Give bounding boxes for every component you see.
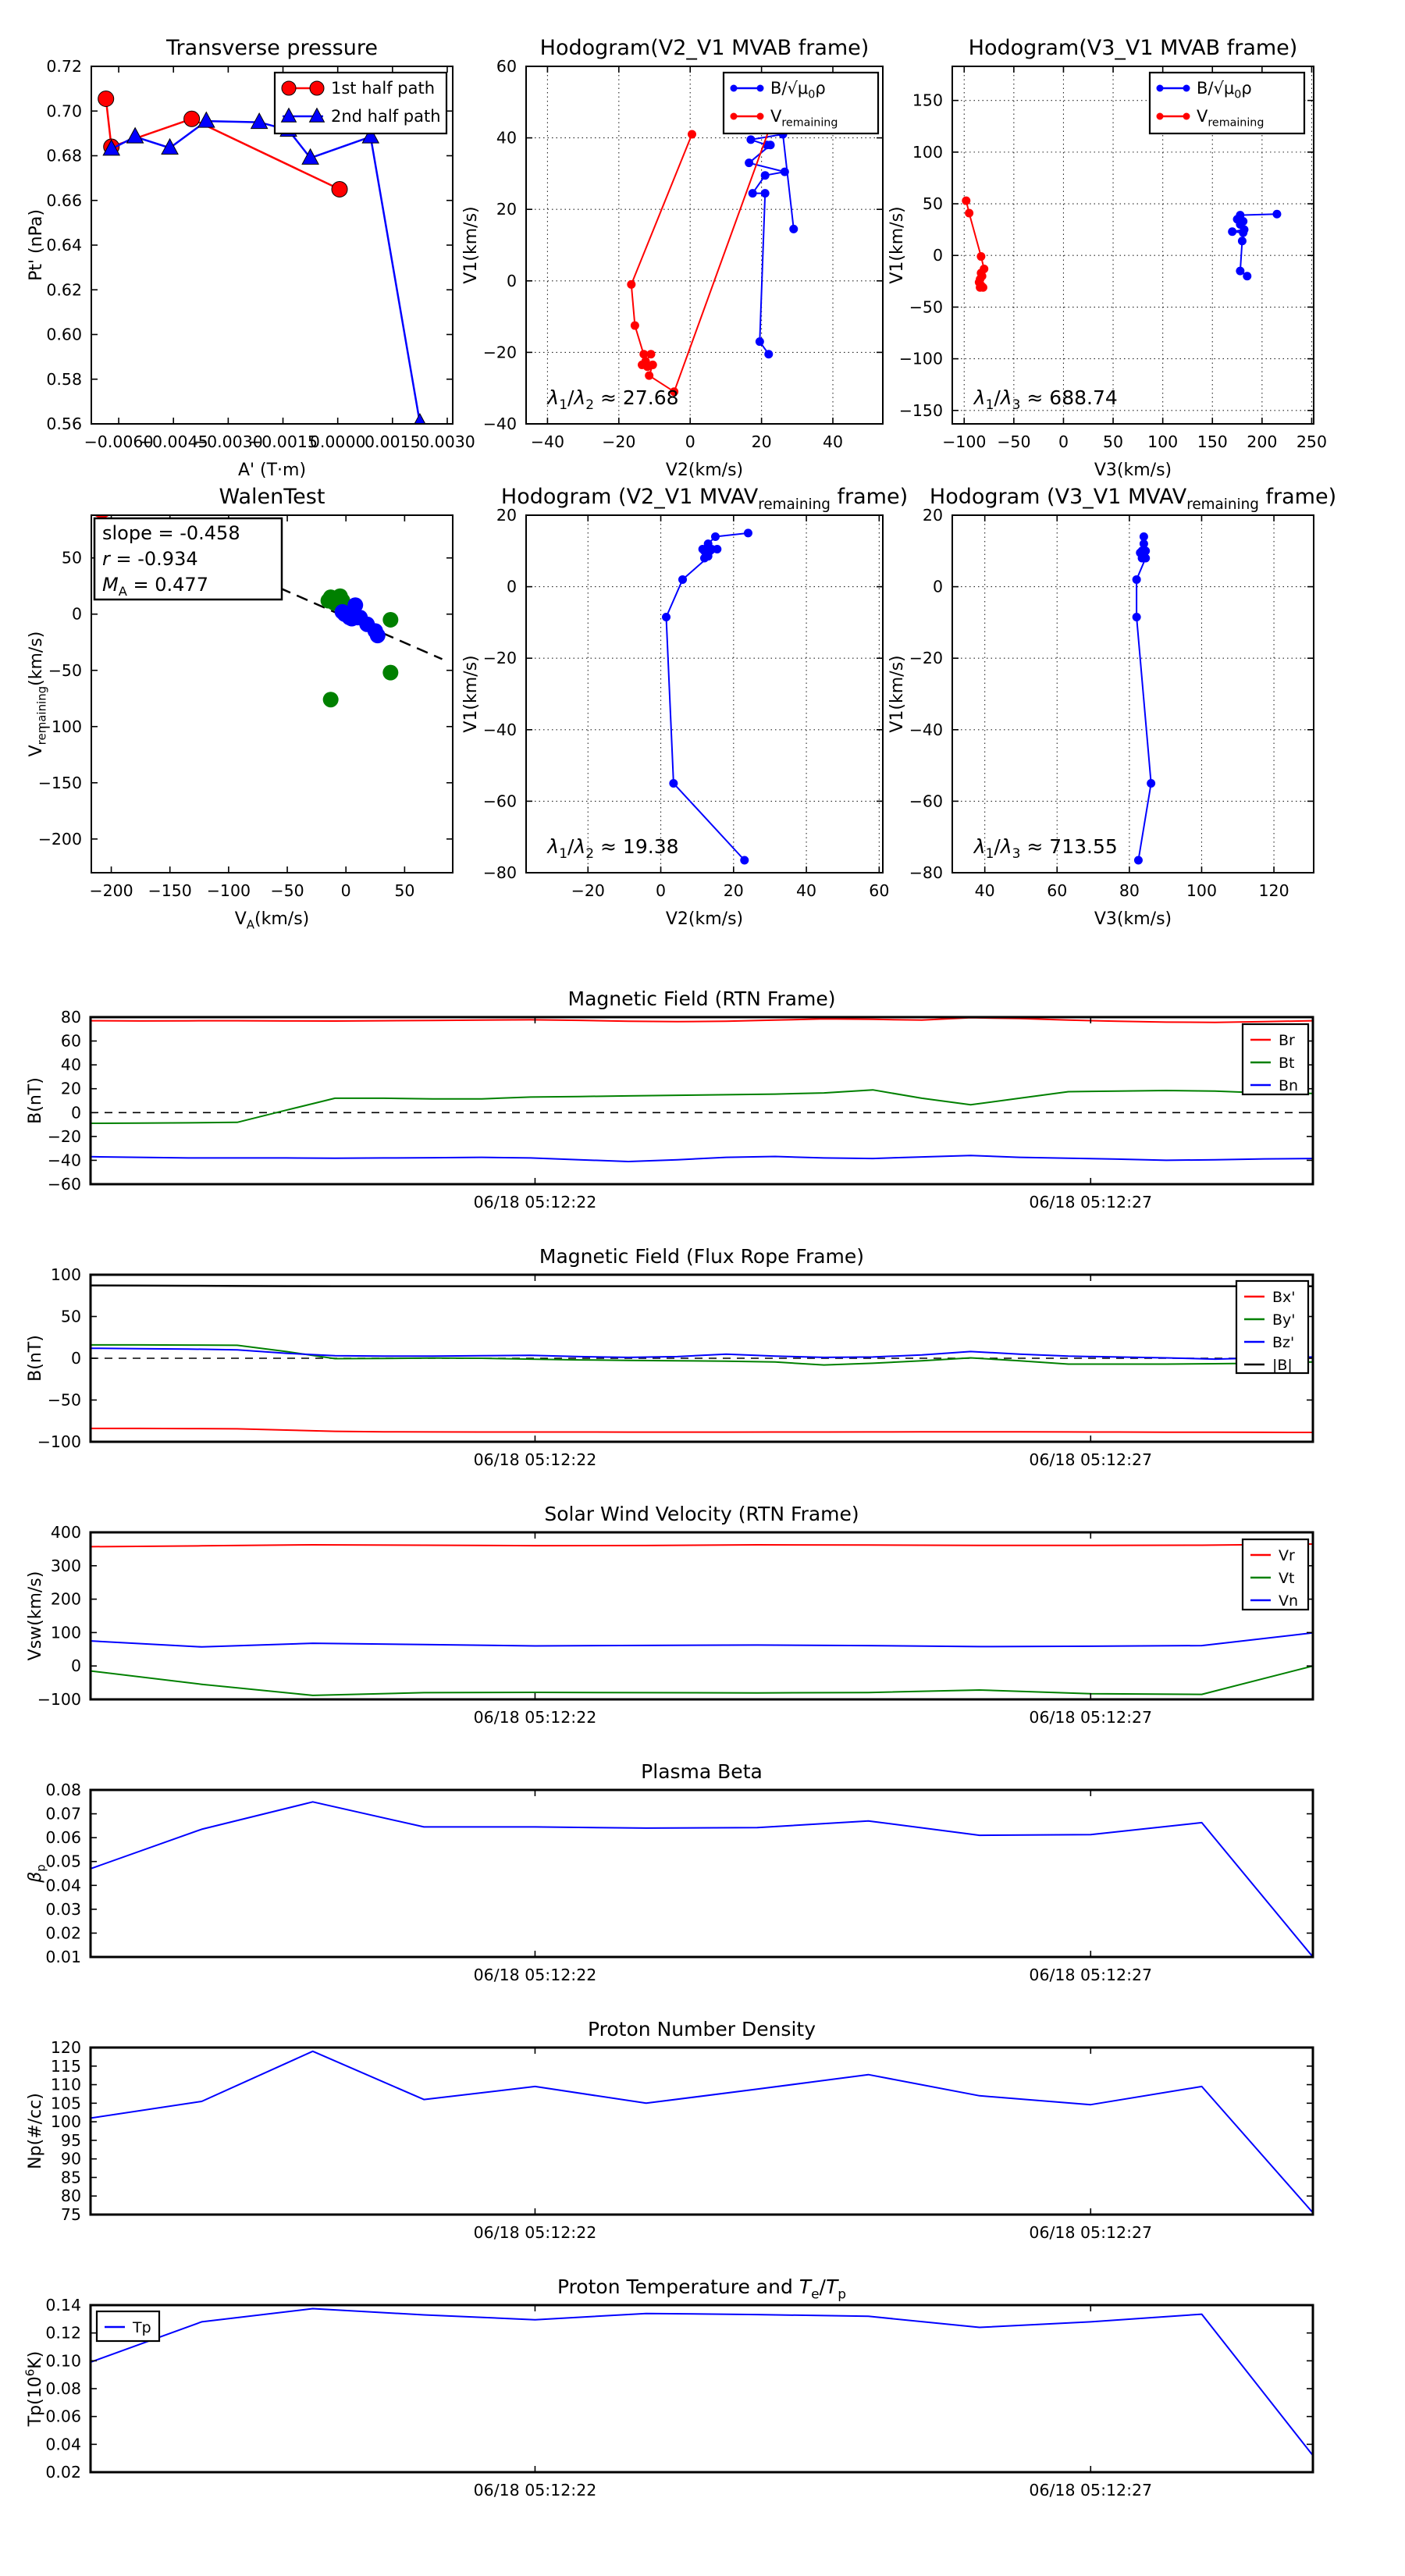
grid — [526, 515, 883, 873]
y-tick-label: 80 — [60, 2186, 81, 2206]
chart-title: Hodogram(V3_V1 MVAB frame) — [968, 36, 1298, 60]
legend-label: 1st half path — [331, 79, 436, 98]
x-tick-label: −0.0045 — [138, 432, 208, 451]
y-tick-label: −40 — [909, 720, 943, 739]
x-tick-label: −0.0030 — [193, 432, 263, 451]
axis-ticks — [526, 515, 883, 873]
legend-label: $B/√\mu_0\rho$ — [1197, 79, 1252, 101]
legend-label: 2nd half path — [331, 107, 441, 126]
x-tick-label: −0.0015 — [248, 432, 318, 451]
series-group — [1133, 532, 1156, 864]
x-tick-label: 100 — [1147, 432, 1179, 451]
chart-hodogram-v2v1-mvav — [461, 485, 908, 929]
x-tick-label: −50 — [270, 881, 304, 900]
chart-magnetic-field-rtn — [26, 987, 1313, 1212]
axes-frame — [91, 2305, 1313, 2472]
series-group — [91, 1286, 1313, 1432]
legend-hodogram-v2v1-mvab — [724, 73, 878, 133]
chart-proton-number-density — [26, 2018, 1313, 2242]
series-group — [91, 2309, 1313, 2456]
y-tick-label: −20 — [482, 649, 517, 668]
x-tick-label: −100 — [942, 432, 987, 451]
stats-line: r = -0.934 — [102, 548, 198, 570]
y-axis-label: Vsw(km/s) — [26, 1571, 45, 1661]
chart-title: Plasma Beta — [641, 1760, 763, 1783]
x-axis-label: A' (T·m) — [237, 461, 307, 480]
y-tick-label: 100 — [50, 1623, 81, 1642]
y-tick-label: 0 — [506, 271, 517, 290]
x-tick-label: −0.0060 — [84, 432, 154, 451]
y-tick-label: −20 — [909, 649, 943, 668]
x-axis-label: V3(km/s) — [1094, 909, 1172, 929]
axes-frame — [952, 515, 1314, 873]
y-tick-label: 50 — [922, 194, 943, 214]
series-markers-v-remaining — [962, 197, 988, 292]
axis-ticks — [952, 515, 1314, 873]
series-line-Bt — [91, 1090, 1313, 1123]
legend-label: Bn — [1279, 1077, 1299, 1094]
x-tick-label: 20 — [723, 881, 744, 900]
series-line-Vt — [91, 1666, 1313, 1695]
y-tick-label: 0.12 — [45, 2323, 81, 2343]
y-tick-label: 400 — [50, 1523, 81, 1542]
y-tick-label: 0 — [70, 1656, 81, 1676]
chart-title: Transverse pressure — [166, 36, 378, 60]
axes-frame — [526, 515, 883, 873]
y-tick-label: −100 — [37, 1690, 81, 1709]
y-tick-label: 0.04 — [45, 2435, 81, 2454]
y-tick-label: 0.70 — [46, 101, 82, 121]
annotation-text: $\lambda_1/\lambda_3 \approx 688.74$ — [973, 386, 1118, 414]
legend-transverse-pressure — [275, 73, 446, 133]
axis-ticks — [91, 2305, 1313, 2472]
y-tick-label: 0.01 — [45, 1948, 81, 1966]
y-axis-label: Np(#/cc) — [26, 2093, 45, 2169]
series-markers-second-half-path — [103, 112, 428, 429]
y-axis-label: $V_{remaining}(km/s)$ — [27, 631, 49, 757]
series-group — [91, 2051, 1313, 2213]
chart-title: Proton Number Density — [588, 2018, 816, 2041]
y-tick-label: −150 — [898, 400, 943, 420]
y-tick-label: 0 — [70, 1103, 81, 1123]
legend-label: Vr — [1279, 1547, 1295, 1564]
y-axis-label: $Tp(10^6K)$ — [23, 2350, 45, 2427]
y-tick-label: 110 — [50, 2075, 81, 2094]
y-tick-label: 20 — [60, 1079, 81, 1098]
chart-hodogram-v3v1-mvab — [887, 36, 1327, 480]
series-line-Np — [91, 2051, 1313, 2213]
y-tick-label: 0.04 — [45, 1876, 81, 1895]
y-axis-label: B(nT) — [26, 1077, 45, 1124]
series-line-Vn — [91, 1633, 1313, 1647]
grid — [952, 515, 1314, 873]
series-line-b-path — [667, 533, 749, 860]
chart-title: Hodogram (V2_V1 $MVAV_{remaining}$ frame) — [500, 485, 909, 513]
y-tick-label: 40 — [496, 128, 517, 148]
chart-magnetic-field-flux-rope — [26, 1245, 1313, 1469]
axes-frame — [91, 1532, 1313, 1699]
x-tick-label: −40 — [530, 432, 565, 451]
x-tick-label: −100 — [206, 881, 251, 900]
x-tick-label: 250 — [1296, 432, 1328, 451]
y-tick-label: 120 — [50, 2038, 81, 2057]
y-tick-label: 0.64 — [46, 236, 82, 254]
y-tick-label: 105 — [50, 2094, 81, 2113]
chart-title: Hodogram (V3_V1 $MVAV_{remaining}$ frame) — [929, 485, 1337, 513]
y-axis-label: V1(km/s) — [887, 655, 907, 733]
y-tick-label: 0 — [70, 1349, 81, 1368]
legend-label: Br — [1279, 1032, 1295, 1049]
annotation-text: $\lambda_1/\lambda_3 \approx 713.55$ — [973, 834, 1118, 863]
y-tick-label: 300 — [50, 1556, 81, 1575]
x-tick-label: 06/18 05:12:27 — [1029, 1193, 1153, 1212]
x-tick-label: 06/18 05:12:22 — [473, 2223, 597, 2242]
y-tick-label: −80 — [482, 863, 517, 882]
y-tick-label: 200 — [50, 1589, 81, 1609]
axes-frame — [91, 2048, 1313, 2215]
y-tick-label: 0.72 — [46, 57, 82, 76]
stats-line: $M_A = 0.477$ — [102, 574, 208, 599]
x-tick-label: 120 — [1258, 881, 1289, 900]
y-tick-label: 0.66 — [46, 190, 82, 210]
x-tick-label: 100 — [1186, 881, 1218, 900]
y-tick-label: 0.05 — [45, 1852, 81, 1871]
x-tick-label: 60 — [869, 881, 890, 900]
y-tick-label: 90 — [60, 2149, 81, 2169]
y-axis-label: V1(km/s) — [461, 206, 481, 284]
y-tick-label: −40 — [482, 415, 517, 433]
series-line-Tp — [91, 2309, 1313, 2456]
legend-label: Bt — [1279, 1055, 1295, 1072]
y-tick-label: 150 — [912, 91, 943, 110]
chart-walen-test — [27, 485, 453, 932]
y-tick-label: −60 — [482, 792, 517, 811]
y-tick-label: −50 — [909, 297, 943, 317]
y-tick-label: 100 — [50, 1265, 81, 1284]
y-tick-label: −50 — [47, 1390, 81, 1410]
x-tick-label: 50 — [1103, 432, 1124, 451]
y-tick-label: 60 — [496, 57, 517, 76]
series-line-Vr — [91, 1544, 1313, 1546]
annotation-text: $\lambda_1/\lambda_2 \approx 27.68$ — [547, 386, 679, 414]
y-tick-label: −20 — [482, 343, 517, 362]
x-tick-label: −50 — [997, 432, 1031, 451]
legend-label: Tp — [133, 2319, 151, 2336]
chart-transverse-pressure — [27, 36, 475, 480]
y-tick-label: 0.02 — [45, 1923, 81, 1943]
x-tick-label: 60 — [1047, 881, 1068, 900]
y-tick-label: 40 — [60, 1055, 81, 1075]
y-tick-label: 0.62 — [46, 280, 82, 300]
y-tick-label: 0.07 — [45, 1804, 81, 1823]
y-tick-label: −80 — [909, 863, 943, 882]
legend-label: $V_{remaining}$ — [1197, 107, 1264, 130]
y-tick-label: −20 — [47, 1126, 81, 1146]
axes-frame — [91, 1790, 1313, 1957]
series-markers-b-path — [662, 528, 752, 864]
y-tick-label: 0.08 — [45, 1781, 81, 1799]
legend-label: Vn — [1279, 1592, 1299, 1610]
y-tick-label: 0.03 — [45, 1899, 81, 1919]
y-tick-label: 0.14 — [45, 2296, 81, 2314]
legend-label: $B/√\mu_0\rho$ — [770, 79, 826, 101]
y-tick-label: −100 — [37, 717, 82, 736]
x-tick-label: 0 — [340, 881, 351, 900]
y-tick-label: 0 — [932, 577, 943, 596]
y-axis-label: V1(km/s) — [461, 655, 481, 733]
x-tick-label: 20 — [751, 432, 772, 451]
x-tick-label: 40 — [822, 432, 844, 451]
chart-title: Proton Temperature and $T_e/T_p$ — [557, 2275, 847, 2303]
series-group — [91, 1544, 1313, 1695]
y-tick-label: 60 — [60, 1031, 81, 1051]
stats-line: slope = -0.458 — [102, 522, 240, 544]
x-tick-label: 06/18 05:12:27 — [1029, 1708, 1153, 1727]
y-tick-label: 20 — [922, 506, 943, 525]
y-tick-label: 0.56 — [46, 415, 82, 433]
chart-title: Magnetic Field (Flux Rope Frame) — [539, 1245, 865, 1268]
legend-label: By' — [1272, 1311, 1296, 1329]
series-group — [662, 528, 752, 864]
x-tick-label: 06/18 05:12:27 — [1029, 2223, 1153, 2242]
x-tick-label: 40 — [796, 881, 817, 900]
x-tick-label: 0.0030 — [419, 432, 475, 451]
series-line-Bx-prime — [91, 1429, 1313, 1432]
x-axis-label: $V_A(km/s)$ — [234, 909, 310, 932]
y-axis-label: $\beta_p$ — [26, 1864, 48, 1883]
series-group — [91, 1802, 1313, 1957]
series-line-second-half-path — [112, 121, 420, 422]
y-tick-label: 50 — [60, 1307, 81, 1326]
x-tick-label: 150 — [1197, 432, 1228, 451]
x-tick-label: 06/18 05:12:22 — [473, 1708, 597, 1727]
legend-label: $V_{remaining}$ — [770, 107, 838, 130]
y-tick-label: −40 — [482, 720, 517, 739]
x-axis-label: V2(km/s) — [665, 461, 744, 480]
y-tick-label: 85 — [60, 2168, 81, 2187]
y-tick-label: −60 — [909, 792, 943, 811]
y-tick-label: 75 — [60, 2205, 81, 2224]
chart-title: Hodogram(V2_V1 MVAB frame) — [539, 36, 870, 60]
series-markers-b-over-sqrt-mu0rho — [745, 130, 798, 359]
chart-proton-temperature — [23, 2275, 1313, 2500]
x-tick-label: 50 — [394, 881, 415, 900]
y-tick-label: 20 — [496, 200, 517, 219]
y-tick-label: 0.58 — [46, 369, 82, 389]
series-group — [98, 91, 429, 429]
y-tick-label: 115 — [50, 2056, 81, 2076]
y-tick-label: −200 — [37, 829, 82, 849]
legend-hodogram-v3v1-mvab — [1150, 73, 1304, 133]
legend-solar-wind-velocity-rtn — [1243, 1539, 1308, 1610]
series-line-b-path — [1136, 537, 1151, 861]
x-tick-label: 40 — [974, 881, 995, 900]
y-tick-label: 0.60 — [46, 325, 82, 344]
series-markers-walen-points-blue — [335, 597, 386, 643]
x-tick-label: 0.0015 — [364, 432, 421, 451]
x-tick-label: 06/18 05:12:22 — [473, 1966, 597, 1984]
x-tick-label: 0 — [685, 432, 695, 451]
series-line-Bn — [91, 1155, 1313, 1162]
y-tick-label: 0.08 — [45, 2379, 81, 2398]
y-axis-label: Pt' (nPa) — [27, 209, 46, 281]
x-tick-label: 06/18 05:12:22 — [473, 2481, 597, 2500]
series-group — [91, 1018, 1313, 1162]
chart-title: Magnetic Field (RTN Frame) — [567, 987, 836, 1010]
series-line-v-remaining — [631, 91, 783, 392]
legend-proton-temperature — [97, 2311, 159, 2341]
y-tick-label: −40 — [47, 1151, 81, 1170]
x-tick-label: 06/18 05:12:27 — [1029, 1966, 1153, 1984]
x-tick-label: 0 — [656, 881, 667, 900]
x-tick-label: −200 — [89, 881, 133, 900]
y-tick-label: −100 — [898, 349, 943, 368]
x-tick-label: −20 — [602, 432, 636, 451]
x-tick-label: 06/18 05:12:22 — [473, 1450, 597, 1469]
legend-label: Vt — [1279, 1570, 1295, 1587]
annotation-text: $\lambda_1/\lambda_2 \approx 19.38$ — [547, 834, 679, 863]
y-axis-label: V1(km/s) — [887, 206, 907, 284]
y-tick-label: 0.02 — [45, 2463, 81, 2482]
legend-magnetic-field-flux-rope — [1236, 1281, 1308, 1374]
chart-plasma-beta — [26, 1760, 1313, 1984]
series-group — [962, 197, 1281, 292]
y-tick-label: −60 — [47, 1175, 81, 1194]
y-tick-label: −50 — [48, 660, 82, 680]
chart-solar-wind-velocity-rtn — [26, 1503, 1313, 1727]
y-tick-label: 50 — [61, 548, 82, 568]
y-tick-label: 0 — [506, 577, 517, 596]
y-tick-label: 100 — [912, 142, 943, 162]
series-line-beta-p — [91, 1802, 1313, 1957]
y-tick-label: 95 — [60, 2130, 81, 2150]
x-tick-label: 0.0000 — [309, 432, 366, 451]
legend-magnetic-field-rtn — [1243, 1024, 1308, 1094]
x-tick-label: 200 — [1247, 432, 1278, 451]
y-tick-label: 100 — [50, 2112, 81, 2132]
x-tick-label: 80 — [1119, 881, 1140, 900]
y-tick-label: 0.68 — [46, 146, 82, 165]
x-axis-label: V3(km/s) — [1094, 461, 1172, 480]
x-tick-label: −20 — [571, 881, 605, 900]
y-tick-label: 0.06 — [45, 2407, 81, 2426]
x-tick-label: 06/18 05:12:27 — [1029, 1450, 1153, 1469]
x-tick-label: 06/18 05:12:27 — [1029, 2481, 1153, 2500]
legend-label: Bz' — [1272, 1334, 1295, 1351]
legend-label: Bx' — [1272, 1289, 1296, 1306]
axis-ticks — [91, 2048, 1313, 2215]
y-tick-label: −100 — [37, 1432, 81, 1451]
x-axis-label: V2(km/s) — [665, 909, 744, 929]
x-tick-label: −150 — [148, 881, 192, 900]
chart-title: WalenTest — [219, 485, 325, 509]
y-tick-label: 0 — [932, 246, 943, 265]
y-axis-label: B(nT) — [26, 1335, 45, 1382]
chart-hodogram-v2v1-mvab — [461, 36, 883, 480]
x-tick-label: 0 — [1058, 432, 1069, 451]
x-tick-label: 06/18 05:12:22 — [473, 1193, 597, 1212]
series-markers-b-over-sqrt-mu0rho — [1228, 210, 1281, 280]
y-tick-label: 20 — [496, 506, 517, 525]
y-tick-label: 0.10 — [45, 2351, 81, 2371]
chart-hodogram-v3v1-mvav — [887, 485, 1336, 929]
y-tick-label: 80 — [60, 1008, 81, 1026]
legend-label: |B| — [1272, 1357, 1293, 1374]
axis-ticks — [91, 1532, 1313, 1699]
y-tick-label: 0 — [71, 604, 82, 624]
chart-title: Solar Wind Velocity (RTN Frame) — [544, 1503, 859, 1525]
y-tick-label: −150 — [37, 773, 82, 792]
series-line-Br — [91, 1018, 1313, 1023]
axis-ticks — [91, 1790, 1313, 1957]
y-tick-label: 0.06 — [45, 1828, 81, 1848]
